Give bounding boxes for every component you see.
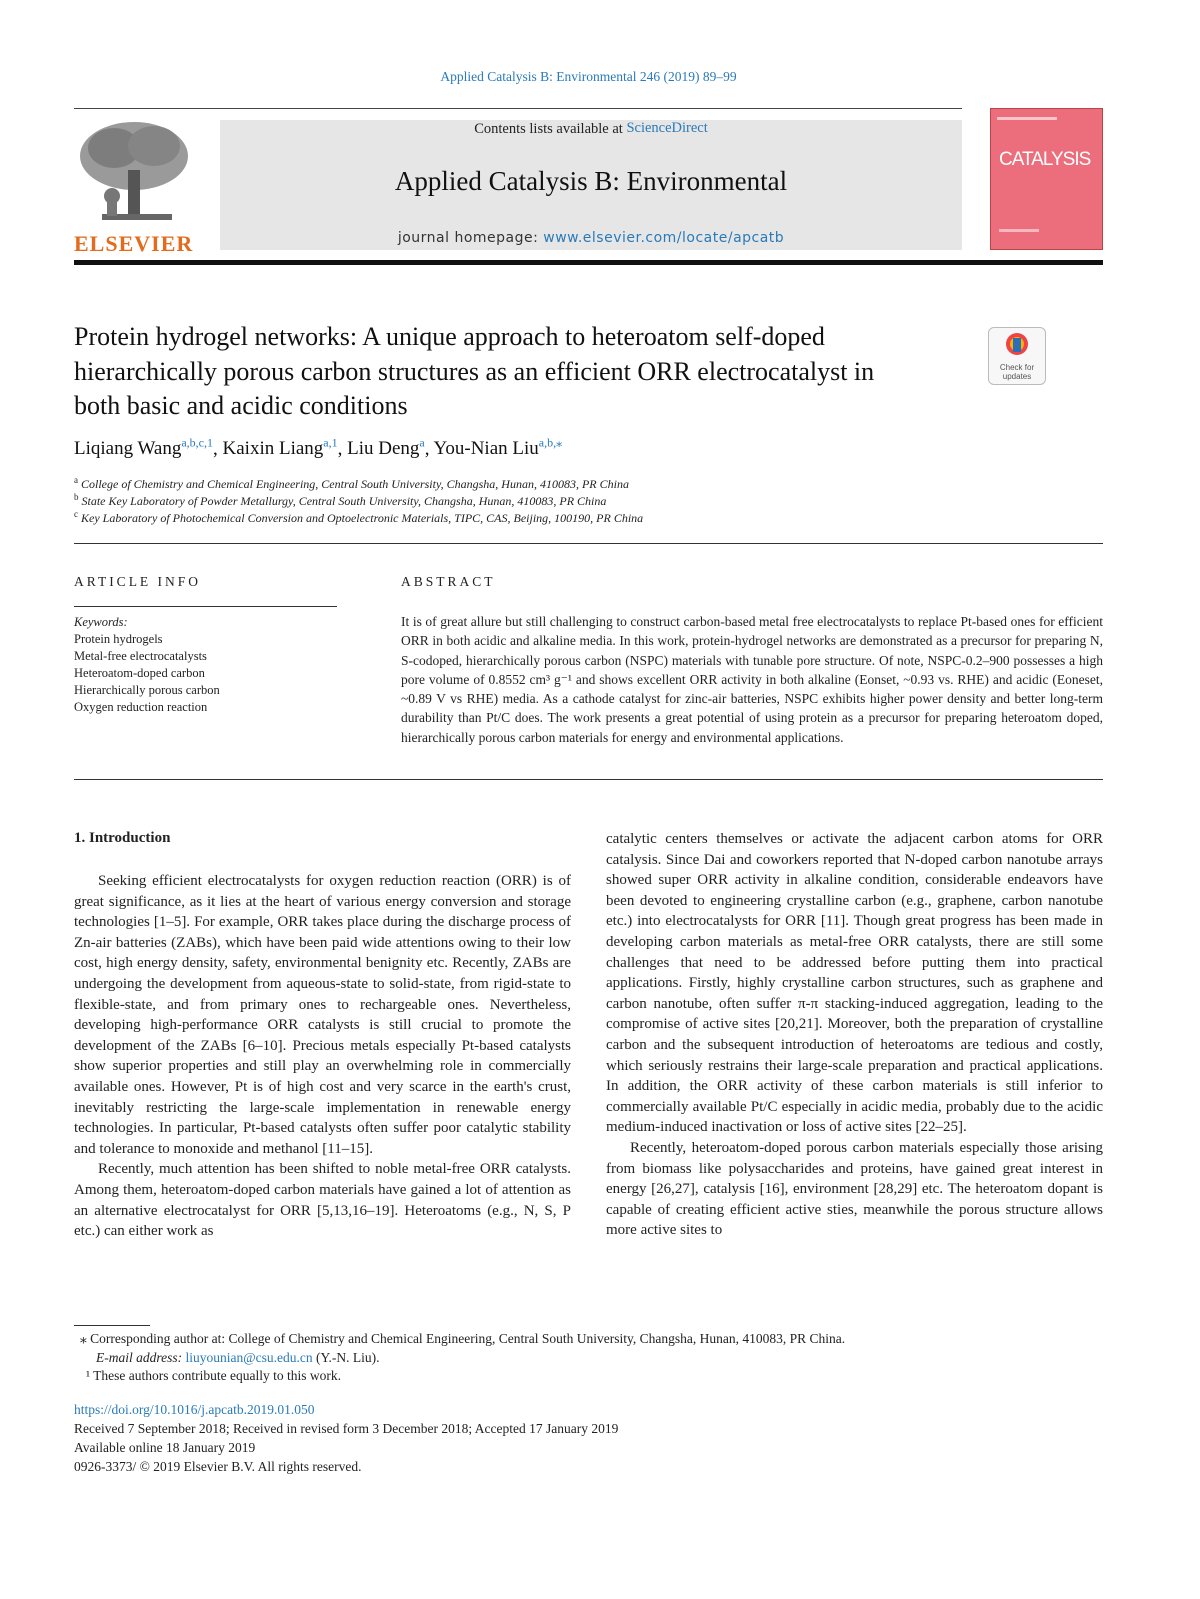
title-line: both basic and acidic conditions: [74, 391, 408, 420]
author-affiliation-marks[interactable]: a,1: [323, 436, 338, 450]
title-line: Protein hydrogel networks: A unique approach to heteroatom self-doped: [74, 322, 825, 351]
section-heading: 1. Introduction: [74, 830, 171, 846]
author-affiliation-marks[interactable]: a: [419, 436, 425, 450]
section-divider: [74, 779, 1103, 780]
author-name[interactable]: Kaixin Liang: [222, 438, 324, 460]
body-column-left: [74, 871, 571, 1242]
title-line: hierarchically porous carbon structures as an efficient ORR electrocatalyst in: [74, 356, 875, 386]
author-list: [74, 436, 562, 460]
cover-title: CATALYSIS: [999, 149, 1091, 170]
publisher-name: ELSEVIER: [74, 231, 194, 256]
author-separator: ,: [424, 438, 434, 460]
affiliation-text: College of Chemistry and Chemical Engineering, Central South University, Changsha, Hunan, 410083, PR China: [81, 477, 629, 491]
affiliation-text: Key Laboratory of Photochemical Conversion and Optoelectronic Materials, TIPC, CAS, Beijing, 100190, PR China: [81, 511, 644, 525]
doi-link[interactable]: https://doi.org/10.1016/j.apcatb.2019.01.050: [74, 1402, 315, 1417]
body-paragraph: Seeking efficient electrocatalysts for oxygen reduction reaction (ORR) is of great significance, as it lies at the heart of various energy conversion and storage technologies [1–5]. For example, ORR takes place during the discharge process of Zn-air batteries (ZABs), which have been paid wide attentions owing to their low cost, high energy density, safety, environmental benignity etc. Recently, ZABs are undergoing the development from aqueous-state to solid-state, from rigid-state to flexible-state, and from primary ones to rechargeable ones. Nevertheless, developing high-performance ORR catalysts is still crucial to promote the development of the ZABs [6–10]. Precious metals especially Pt-based catalysts show superior properties and still play an overwhelming role in commercially available ones. However, Pt is of high cost and very scarce in the earth's crust, inevitably restricting the large-scale implementation in renewable energy technologies. In particular, Pt-based catalysts often suffer poor catalytic stability and tolerance to monoxide and methanol [11–15].: [74, 873, 571, 1157]
keyword: Hierarchically porous carbon: [74, 683, 220, 697]
elsevier-logo[interactable]: [74, 118, 194, 256]
contents-line: [220, 120, 962, 137]
header-divider: [74, 260, 1103, 265]
keyword: Heteroatom-doped carbon: [74, 666, 205, 680]
author[interactable]: [223, 438, 338, 459]
affiliation-mark: b: [74, 492, 79, 502]
author-separator: ,: [337, 438, 348, 460]
author[interactable]: [434, 438, 563, 459]
journal-header: [220, 120, 962, 250]
article-title: [74, 320, 974, 424]
affiliation: [74, 475, 629, 492]
journal-homepage: [220, 230, 962, 246]
body-paragraph: catalytic centers themselves or activate the adjacent carbon atoms for ORR catalysis. Since Dai and coworkers reported that N-doped carbon nanotube arrays showed super ORR activity in alkaline condition, considerable endeavors have been devoted to engineering crystalline carbon (e.g., graphene, carbon nanotube etc.) into electrocatalysts for ORR [11]. Though great progress has been made in developing carbon materials as metal-free ORR catalysts, there are still some challenges that need to be addressed before putting them into practical applications. Firstly, highly crystalline carbon structures, such as graphene and carbon nanotube, often suffer π-π stacking-induced aggregation, leading to the compromise of active sites [20,21]. Moreover, both the preparation of crystalline carbon and the subsequent introduction of heteroatoms are tedious and costly, which seriously restrains their large-scale preparation and practical applications. In addition, the ORR activity of these carbon materials is still inferior to commercially available Pt/C especially in acidic media, probably due to the acidic medium-induced inactivation or loss of active sites [22–25].: [606, 831, 1103, 1136]
abstract-text: It is of great allure but still challenging to construct carbon-based metal free electrocatalysts to replace Pt-based ones for efficient ORR in both acidic and alkaline media. In this work, protein-hydrogel networks are demonstrated as a precursor for preparing N, S-codoped, hierarchically porous carbon (NSPC) materials with tunable pore structure. Of note, NSPC-0.2–900 possesses a high pore volume of 0.8552 cm³ g⁻¹ and shows excellent ORR activity in both alkaline (Eonset, ~0.93 vs. RHE) and acidic (Eoneset, ~0.89 V vs RHE) media. As a cathode catalyst for zinc-air batteries, NSPC exhibits higher power density and better long-term durability than Pt/C does. The work presents a great potential of using protein as a precursor for preparing heteroatom doped, hierarchically porous carbon materials for energy and environmental applications.: [401, 614, 1103, 745]
journal-reference[interactable]: Applied Catalysis B: Environmental 246 (2019) 89–99: [440, 69, 737, 84]
keywords-label: Keywords:: [74, 615, 128, 629]
email-label: E-mail address:: [96, 1350, 186, 1365]
author-affiliation-marks[interactable]: a,b,c,1: [181, 436, 214, 450]
keyword: Metal-free electrocatalysts: [74, 649, 207, 663]
author[interactable]: [347, 438, 425, 459]
body-column-right: [606, 829, 1103, 1241]
affiliation-text: State Key Laboratory of Powder Metallurgy, Central South University, Changsha, Hunan, 410083, PR China: [81, 494, 607, 508]
author[interactable]: [74, 438, 213, 459]
sciencedirect-link[interactable]: ScienceDirect: [626, 120, 708, 136]
copyright: 0926-3373/ © 2019 Elsevier B.V. All rights reserved.: [74, 1459, 362, 1474]
check-updates-button[interactable]: [988, 327, 1046, 385]
contents-prefix: Contents lists available at: [474, 121, 627, 137]
affiliation-mark: c: [74, 509, 78, 519]
body-paragraph: Recently, heteroatom-doped porous carbon materials especially those arising from biomass like polysaccharides and proteins, have gained great interest in energy [26,27], catalysis [16], environment [28,29] etc. The heteroatom dopant is capable of creating efficient active sties, meanwhile the porous structure allows more active sites to: [606, 1139, 1103, 1239]
homepage-link[interactable]: www.elsevier.com/locate/apcatb: [543, 230, 785, 246]
body-paragraph: Recently, much attention has been shifted to noble metal-free ORR catalysts. Among them, heteroatom-doped carbon materials have gained a lot of attention as an alternative electrocatalyst for ORR [5,13,16–19]. Heteroatoms (e.g., N, S, P etc.) can either work as: [74, 1161, 571, 1240]
tree-icon: [74, 118, 194, 224]
received-dates: Received 7 September 2018; Received in revised form 3 December 2018; Accepted 17 January 2019: [74, 1421, 619, 1436]
abstract-heading: ABSTRACT: [401, 574, 496, 589]
homepage-label: journal homepage:: [397, 230, 544, 246]
author-name[interactable]: You-Nian Liu: [433, 438, 539, 460]
check-updates-label: Check for updates: [999, 363, 1035, 381]
keyword: Oxygen reduction reaction: [74, 700, 208, 714]
author-name[interactable]: Liqiang Wang: [74, 438, 182, 460]
corresponding-author-note: ⁎ Corresponding author at: College of Chemistry and Chemical Engineering, Central South University, Changsha, Hunan, 410083, PR China.: [80, 1331, 846, 1346]
email-suffix: (Y.-N. Liu).: [312, 1350, 380, 1365]
author-name[interactable]: Liu Deng: [347, 438, 420, 460]
affiliation: [74, 509, 643, 526]
bookmark-icon: [989, 328, 1045, 358]
affiliation-mark: a: [74, 475, 78, 485]
author-separator: ,: [213, 438, 223, 460]
article-info-heading: ARTICLE INFO: [74, 574, 202, 589]
top-divider: [74, 108, 962, 109]
keyword: Protein hydrogels: [74, 632, 163, 646]
article-info-divider: [74, 606, 337, 607]
journal-cover[interactable]: [990, 108, 1103, 250]
author-affiliation-marks[interactable]: a,b,⁎: [538, 436, 563, 450]
keywords-block: [74, 614, 220, 716]
footnote-divider: [74, 1325, 150, 1326]
section-divider: [74, 543, 1103, 544]
journal-title: Applied Catalysis B: Environmental: [394, 166, 788, 196]
equal-contribution-note: ¹ These authors contribute equally to this work.: [86, 1368, 341, 1383]
affiliation: [74, 492, 606, 509]
available-online: Available online 18 January 2019: [74, 1440, 256, 1455]
email-link[interactable]: liuyounian@csu.edu.cn: [185, 1350, 313, 1365]
email-note: [96, 1349, 380, 1367]
